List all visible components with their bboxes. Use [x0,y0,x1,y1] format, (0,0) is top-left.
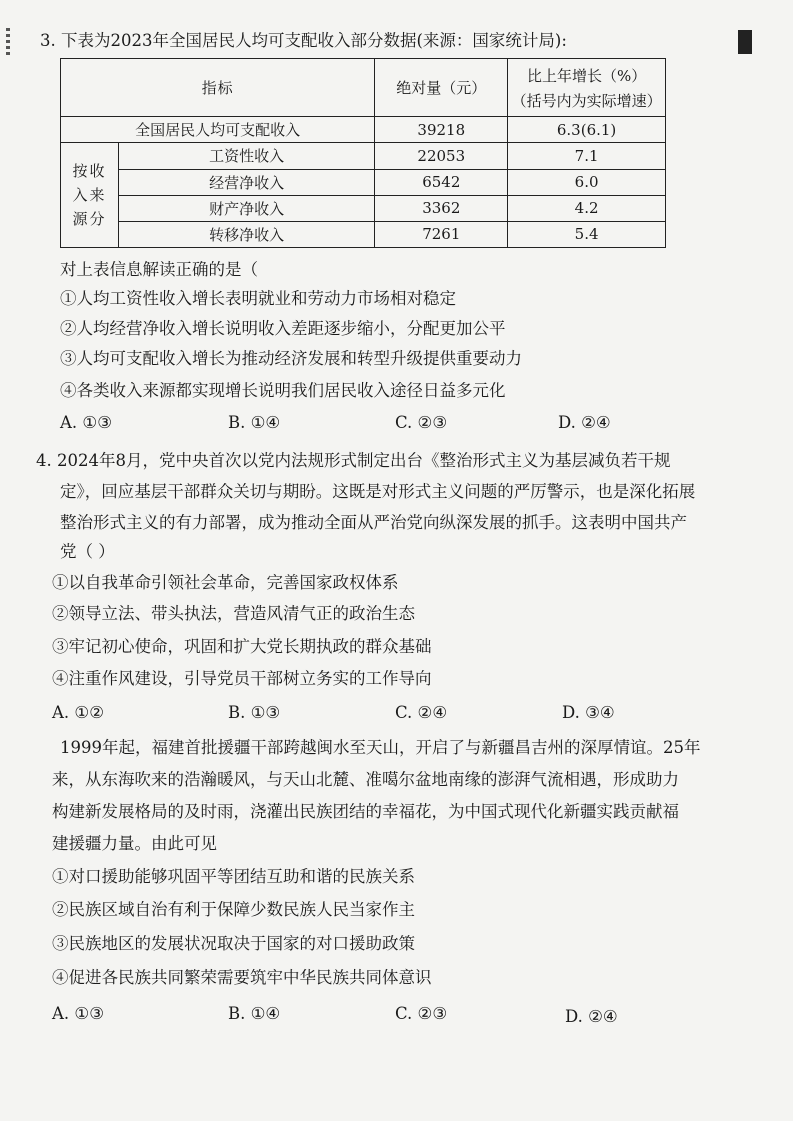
table-row-total [61,117,666,143]
row-growth: 5.4 [508,221,666,247]
total-label: 全国居民人均可支配收入 [61,117,375,143]
header-indicator: 指标 [61,59,375,117]
row-label: 转移净收入 [118,221,374,247]
row-growth: 4.2 [508,195,666,221]
q4-stem-line: 4. 2024年8月，党中央首次以党内法规形式制定出台《整治形式主义为基层减负若干规 [36,451,671,470]
row-value: 3362 [375,195,508,221]
table-row [61,195,666,221]
total-growth: 6.3(6.1) [508,117,666,143]
q4-statement: ①以自我革命引领社会革命，完善国家政权体系 [52,573,399,592]
q3-option-a[interactable]: A. ①③ [60,413,112,432]
header-absolute: 绝对量（元） [375,59,508,117]
q4-option-b[interactable]: B. ①③ [228,703,281,722]
table-row [61,221,666,247]
income-table [60,58,666,248]
q3-statement: ②人均经营净收入增长说明收入差距逐步缩小，分配更加公平 [60,319,506,338]
corner-marker [738,30,752,54]
q3-statement: ③人均可支配收入增长为推动经济发展和转型升级提供重要动力 [60,349,522,368]
row-label: 财产净收入 [118,195,374,221]
q3-option-c[interactable]: C. ②③ [395,413,448,432]
q5-statement: ①对口援助能够巩固平等团结互助和谐的民族关系 [52,867,415,886]
q4-option-c[interactable]: C. ②④ [395,703,448,722]
q4-statement: ②领导立法、带头执法，营造风清气正的政治生态 [52,604,415,623]
q4-option-d[interactable]: D. ③④ [562,703,615,722]
q4-option-a[interactable]: A. ①② [52,703,104,722]
group-label-line: 入来 [72,186,107,205]
q5-stem-line: 1999年起，福建首批援疆干部跨越闽水至天山，开启了与新疆昌吉州的深厚情谊。25年 [60,738,701,757]
header-growth [508,59,666,117]
row-growth: 7.1 [508,143,666,169]
q3-option-d[interactable]: D. ②④ [558,413,611,432]
q5-statement: ④促进各民族共同繁荣需要筑牢中华民族共同体意识 [52,968,432,987]
row-growth: 6.0 [508,169,666,195]
table-row [61,169,666,195]
row-value: 7261 [375,221,508,247]
q4-statement: ③牢记初心使命，巩固和扩大党长期执政的群众基础 [52,637,432,656]
q3-statement: ④各类收入来源都实现增长说明我们居民收入途径日益多元化 [60,381,506,400]
q5-option-b[interactable]: B. ①④ [228,1004,281,1023]
header-growth-line2: （括号内为实际增速） [511,91,662,110]
q5-stem-line: 建援疆力量。由此可见 [52,834,217,853]
group-label [61,143,119,248]
q5-stem-line: 来，从东海吹来的浩瀚暖风，与天山北麓、准噶尔盆地南缘的澎湃气流相遇，形成助力 [52,770,679,789]
q5-stem-line: 构建新发展格局的及时雨，浇灌出民族团结的幸福花，为中国式现代化新疆实践贡献福 [52,802,679,821]
q4-stem-line: 定》，回应基层干部群众关切与期盼。这既是对形式主义问题的严厉警示，也是深化拓展 [60,482,696,501]
total-value: 39218 [375,117,508,143]
q3-prompt: 对上表信息解读正确的是（ [60,260,258,279]
row-label: 经营净收入 [118,169,374,195]
q4-stem-line: 党（ ） [60,542,115,561]
q5-option-d[interactable]: D. ②④ [565,1007,618,1026]
q4-stem-line: 整治形式主义的有力部署，成为推动全面从严治党向纵深发展的抓手。这表明中国共产 [60,513,687,532]
q3-statement: ①人均工资性收入增长表明就业和劳动力市场相对稳定 [60,289,456,308]
q3-intro: 3. 下表为2023年全国居民人均可支配收入部分数据(来源：国家统计局): [40,31,567,50]
group-label-line: 按收 [72,162,107,181]
row-value: 6542 [375,169,508,195]
group-label-line: 源分 [72,210,107,229]
q5-option-a[interactable]: A. ①③ [52,1004,104,1023]
table-row [61,143,666,169]
q5-option-c[interactable]: C. ②③ [395,1004,448,1023]
q5-statement: ②民族区域自治有利于保障少数民族人民当家作主 [52,900,415,919]
table-header-row [61,59,666,117]
binding-edge-marks [6,28,10,56]
q5-statement: ③民族地区的发展状况取决于国家的对口援助政策 [52,934,415,953]
row-label: 工资性收入 [118,143,374,169]
header-growth-line1: 比上年增长（%） [526,66,647,85]
q3-option-b[interactable]: B. ①④ [228,413,281,432]
row-value: 22053 [375,143,508,169]
q4-statement: ④注重作风建设，引导党员干部树立务实的工作导向 [52,669,432,688]
